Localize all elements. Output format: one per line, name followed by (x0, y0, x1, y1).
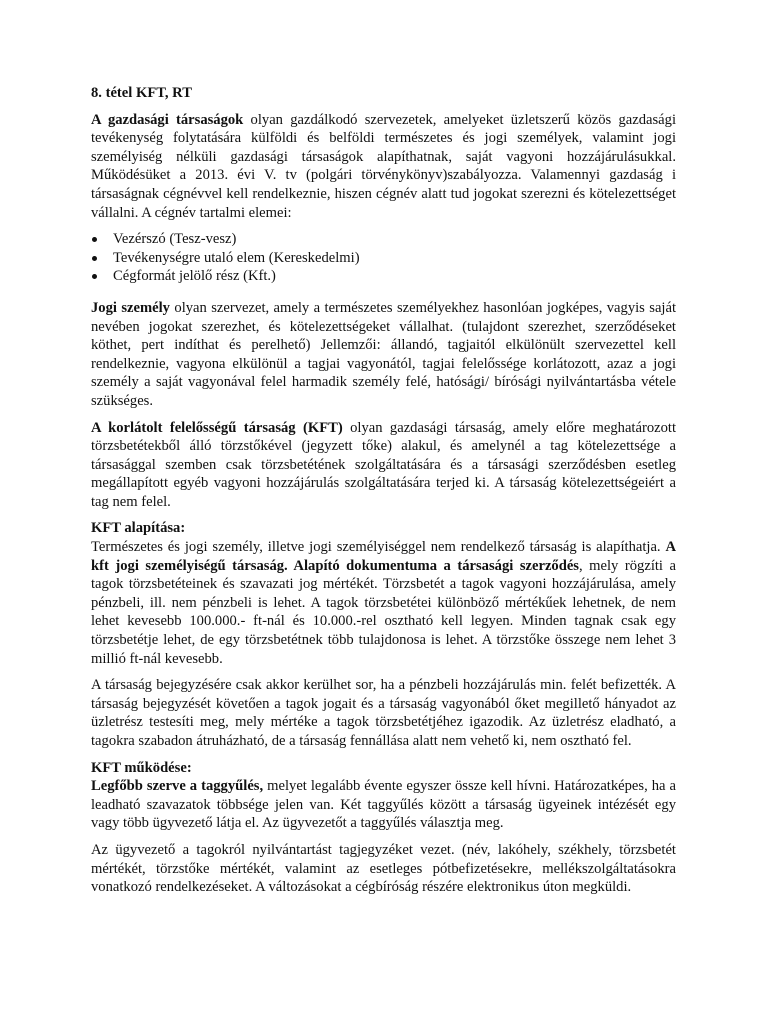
list-item-text: Cégformát jelölő rész (Kft.) (113, 268, 276, 285)
document-page (91, 84, 676, 897)
list-item (91, 230, 676, 249)
list-item-text: Vezérszó (Tesz-vesz) (113, 231, 237, 248)
paragraph-kft-alapitasa (91, 519, 676, 668)
list-item-text: Tevékenységre utaló elem (Kereskedelmi) (113, 249, 360, 266)
paragraph-kft-definition (91, 419, 676, 512)
cegnev-elements-list (91, 230, 676, 286)
bullet-icon (92, 274, 97, 279)
paragraph-ugyvezeto: Az ügyvezető a tagokról nyilvántartást tagjegyzéket vezet. (név, lakóhely, székhely, törzsbetét mértékét, törzstőke mértékét, valamint az esetleges pótbefizetésekre, mellékszolgáltatásokra vonatkozó rendelkezéseket. A változásokat a cégbíróság részére elektronikus úton megküldi. (91, 841, 676, 896)
term-jogi-szemely: Jogi személy (91, 299, 170, 316)
paragraph-text: , mely rögzíti a tagok törzsbetéteinek és szavazati jog mértékét. Törzsbetét a tagok vagyoni hozzájárulása, amely pénzbeli, ill. nem pénzbeli is lehet. A tagok törzsbetétei különböző mértékűek lehetnek, de nem lehet kevesebb 100.000.- ft-nál és 10.000.-rel osztható kell legyen. Minden tagnak csak egy törzsbetétje lehet, de egy törzsbetétnek több tulajdonosa is lehet. A törzstőke összege nem lehet 3 millió ft-nál kevesebb. (91, 557, 676, 667)
paragraph-text: olyan gazdálkodó szervezetek, amelyeket üzletszerű közös gazdasági tevékenység folytatására külföldi és belföldi természetes és jogi személyek, valamint jogi személyiség nélküli gazdasági társaságok alapíthatnak, saját vagyoni hozzájárulásukkal. Működésüket a 2013. évi V. tv (polgári törvénykönyv)szabályozza. Valamennyi gazdaság i társaságnak cégnévvel kell rendelkeznie, hiszen cégnév alatt tud jogokat szerezni és kötelezettséget vállalni. A cégnév tartalmi elemei: (91, 111, 676, 221)
document-title: 8. tétel KFT, RT (91, 85, 192, 101)
term-kft: A korlátolt felelősségű társaság (KFT) (91, 419, 343, 436)
paragraph-text: olyan gazdasági társaság, amely előre meghatározott törzsbetétekből álló törzstőkével (jegyzett tőke) alakul, és amelynél a tag kötelezettsége a társasággal szemben csak törzsbetétének szolgáltatására és a társasági szerződésben esetleg megállapított egyéb vagyoni hozzájárulás szolgáltatására terjed ki. A társaság kötelezettségeiért a tag nem felel. (91, 419, 677, 510)
paragraph-bejegyzes: A társaság bejegyzésére csak akkor kerülhet sor, ha a pénzbeli hozzájárulás min. felét befizették. A társaság bejegyzését követően a tagok jogait és a társaság vagyonából őket megillető hányadot az üzletrész testesíti meg, mely mértéke a tagok törzsbetétjéhez igazodik. Az üzletrész eladható, a tagokra szabadon átruházható, de a társaság fennállása alatt nem vehető ki, nem osztható fel. (91, 677, 676, 749)
paragraph-text: olyan szervezet, amely a természetes személyekhez hasonlóan jogképes, vagyis saját nevében jogokat szerezhet, és kötelezettségeket vállalhat. (tulajdont szerezhet, szerződéseket köthet, pert indíthat és perelhető) Jellemzői: állandó, tagjaitól elkülönült szervezettel kell rendelkeznie, vagyona elkülönül a tagjai vagyonától, tagjai felelőssége korlátozott, azaz a jogi személy a saját vagyonával felel harmadik személy felé, hatósági/ bírósági nyilvántartásba vétele szükséges. (91, 299, 677, 409)
list-item (91, 249, 676, 268)
paragraph-text: melyet legalább évente egyszer össze kell hívni. Határozatképes, ha a leadható szavazatok többsége jelen van. Két taggyűlés között a társaság ügyeinek intézését egy vagy több ügyvezető látja el. Az ügyvezetőt a taggyűlés választja meg. (91, 778, 676, 832)
paragraph-jogi-szemely (91, 299, 676, 411)
paragraph-kft-mukodese (91, 759, 676, 833)
term-taggyules: Legfőbb szerve a taggyűlés, (91, 778, 264, 795)
section-heading-kft-mukodese: KFT működése: (91, 759, 192, 776)
term-gazdasagi-tarsasagok: A gazdasági társaságok (91, 111, 244, 128)
list-item (91, 267, 676, 286)
bullet-icon (92, 256, 97, 261)
section-heading-kft-alapitasa: KFT alapítása: (91, 520, 186, 537)
paragraph-text: Természetes és jogi személy, illetve jogi személyiséggel nem rendelkező társaság is alapíthatja. (91, 539, 666, 556)
term-tarsasagi-szerzodes: A kft jogi személyiségű társaság. Alapító dokumentuma a társasági szerződés (91, 539, 676, 574)
bullet-icon (92, 237, 97, 242)
paragraph-gazdasagi-tarsasagok (91, 111, 676, 223)
